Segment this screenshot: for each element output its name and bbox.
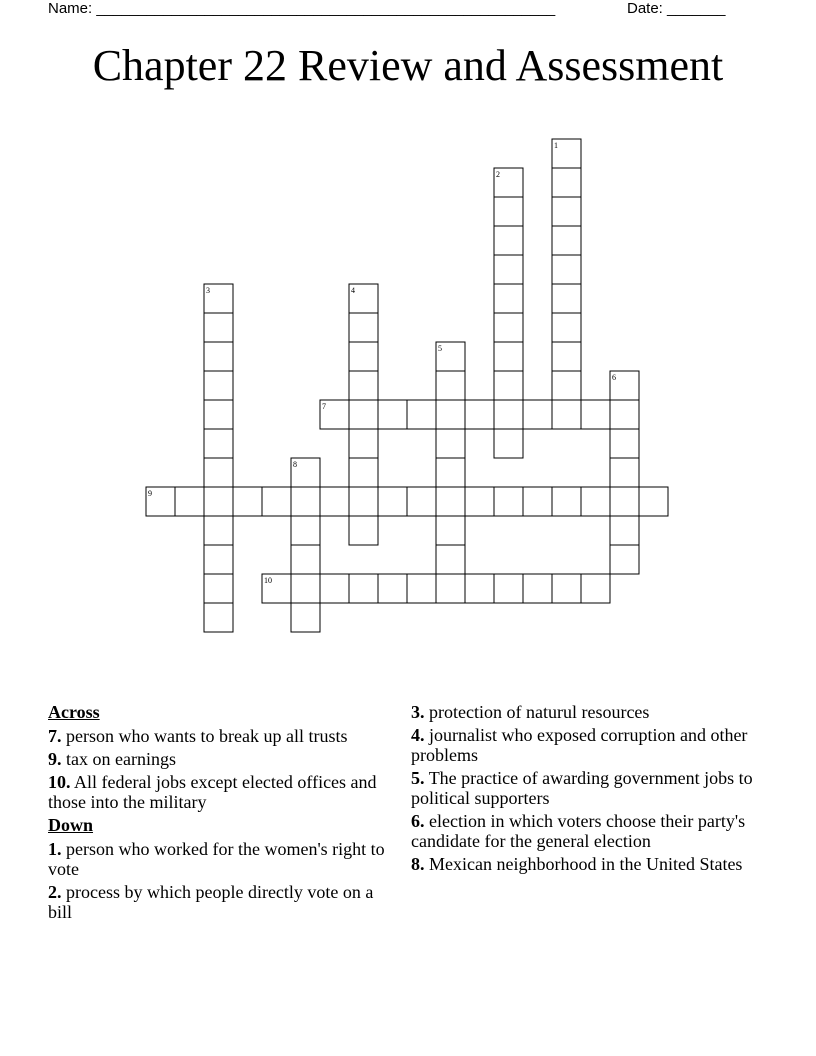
crossword-cell[interactable] xyxy=(494,574,523,603)
crossword-cell[interactable] xyxy=(523,400,552,429)
crossword-cell[interactable] xyxy=(204,516,233,545)
clue-number: 10. xyxy=(48,772,71,792)
crossword-cell[interactable] xyxy=(552,371,581,400)
crossword-cell[interactable] xyxy=(552,197,581,226)
name-field-label[interactable]: Name: _______________________________________________________ xyxy=(48,0,556,17)
crossword-cell[interactable] xyxy=(581,487,610,516)
crossword-cell[interactable] xyxy=(349,487,378,516)
clue-number: 5. xyxy=(411,768,425,788)
clue-number: 9. xyxy=(48,749,62,769)
clue-across-7 xyxy=(48,726,393,746)
clue-across-9 xyxy=(48,749,393,769)
clue-number: 2. xyxy=(48,882,62,902)
crossword-cell[interactable] xyxy=(494,284,523,313)
crossword-cell[interactable] xyxy=(465,574,494,603)
clue-number: 4. xyxy=(411,725,425,745)
crossword-cell[interactable] xyxy=(436,342,465,371)
crossword-cell[interactable] xyxy=(552,284,581,313)
header xyxy=(48,0,748,20)
crossword-cell[interactable] xyxy=(436,574,465,603)
crossword-cell[interactable] xyxy=(552,139,581,168)
clue-number: 8. xyxy=(411,854,425,874)
crossword-cell[interactable] xyxy=(436,458,465,487)
cell-number: 9 xyxy=(148,489,152,498)
clue-number: 7. xyxy=(48,726,62,746)
page-title: Chapter 22 Review and Assessment xyxy=(92,41,724,90)
crossword-cell[interactable] xyxy=(291,487,320,516)
crossword-cell[interactable] xyxy=(204,545,233,574)
down-heading: Down xyxy=(48,815,94,835)
cell-number: 5 xyxy=(438,344,442,353)
clue-text: person who wants to break up all trusts xyxy=(66,726,348,746)
clue-text: The practice of awarding government jobs to political supporters xyxy=(411,768,753,808)
crossword-cell[interactable] xyxy=(204,487,233,516)
crossword-cell[interactable] xyxy=(407,487,436,516)
clue-number: 6. xyxy=(411,811,425,831)
clue-text: process by which people directly vote on a bill xyxy=(48,882,374,922)
crossword-cell[interactable] xyxy=(204,342,233,371)
crossword-cell[interactable] xyxy=(349,574,378,603)
crossword-cell[interactable] xyxy=(262,487,291,516)
crossword-cell[interactable] xyxy=(349,429,378,458)
clue-down-1 xyxy=(48,839,393,879)
across-heading: Across xyxy=(48,702,100,722)
crossword-cell[interactable] xyxy=(552,574,581,603)
clue-text: journalist who exposed corruption and other problems xyxy=(411,725,748,765)
date-field-label[interactable]: Date: _______ xyxy=(627,0,726,17)
crossword-cell[interactable] xyxy=(552,342,581,371)
crossword-cell[interactable] xyxy=(291,603,320,632)
crossword-cell[interactable] xyxy=(552,168,581,197)
crossword-cell[interactable] xyxy=(378,574,407,603)
crossword-cell[interactable] xyxy=(639,487,668,516)
clue-text: tax on earnings xyxy=(66,749,176,769)
crossword-cell[interactable] xyxy=(552,487,581,516)
crossword-cell[interactable] xyxy=(436,487,465,516)
crossword-cell[interactable] xyxy=(320,487,349,516)
crossword-cell[interactable] xyxy=(349,516,378,545)
cell-number: 2 xyxy=(496,170,500,179)
clues-column-right xyxy=(411,702,756,877)
crossword-cell[interactable] xyxy=(494,168,523,197)
cell-number: 3 xyxy=(206,286,210,295)
crossword-cell[interactable] xyxy=(494,255,523,284)
clue-text: All federal jobs except elected offices and those into the military xyxy=(48,772,377,812)
crossword-cell[interactable] xyxy=(204,284,233,313)
crossword-cell[interactable] xyxy=(349,284,378,313)
crossword-cell[interactable] xyxy=(610,545,639,574)
clue-number: 3. xyxy=(411,702,425,722)
crossword-cell[interactable] xyxy=(494,226,523,255)
clue-down-2 xyxy=(48,882,393,922)
crossword-cell[interactable] xyxy=(204,429,233,458)
crossword-cell[interactable] xyxy=(494,487,523,516)
crossword-cell[interactable] xyxy=(610,400,639,429)
crossword-cell[interactable] xyxy=(581,574,610,603)
crossword-cell[interactable] xyxy=(378,487,407,516)
crossword-cell[interactable] xyxy=(552,255,581,284)
crossword-cell[interactable] xyxy=(494,342,523,371)
crossword-cell[interactable] xyxy=(204,313,233,342)
crossword-cell[interactable] xyxy=(378,400,407,429)
clue-text: protection of naturul resources xyxy=(429,702,650,722)
cell-number: 1 xyxy=(554,141,558,150)
crossword-cell[interactable] xyxy=(349,371,378,400)
crossword-cell[interactable] xyxy=(494,313,523,342)
crossword-cell[interactable] xyxy=(349,313,378,342)
cell-number: 6 xyxy=(612,373,616,382)
crossword-cell[interactable] xyxy=(233,487,262,516)
crossword-cell[interactable] xyxy=(436,545,465,574)
crossword-cell[interactable] xyxy=(146,487,175,516)
clue-across-10 xyxy=(48,772,393,812)
crossword-cell[interactable] xyxy=(204,371,233,400)
cell-number: 10 xyxy=(264,576,272,585)
crossword-cell[interactable] xyxy=(581,400,610,429)
crossword-cell[interactable] xyxy=(610,371,639,400)
clue-down-3 xyxy=(411,702,756,722)
clue-number: 1. xyxy=(48,839,62,859)
crossword-cell[interactable] xyxy=(610,458,639,487)
crossword-cell[interactable] xyxy=(610,516,639,545)
crossword-cell[interactable] xyxy=(204,400,233,429)
crossword-cell[interactable] xyxy=(204,603,233,632)
crossword-cell[interactable] xyxy=(465,400,494,429)
crossword-cell[interactable] xyxy=(436,516,465,545)
crossword-cell[interactable] xyxy=(523,487,552,516)
crossword-cell[interactable] xyxy=(349,458,378,487)
crossword-cell[interactable] xyxy=(494,197,523,226)
cell-number: 8 xyxy=(293,460,297,469)
clue-text: Mexican neighborhood in the United States xyxy=(429,854,743,874)
crossword-cell[interactable] xyxy=(552,400,581,429)
crossword-cell[interactable] xyxy=(494,371,523,400)
crossword-cell[interactable] xyxy=(262,574,291,603)
crossword-cell[interactable] xyxy=(349,400,378,429)
crossword-cell[interactable] xyxy=(465,487,494,516)
crossword-cell[interactable] xyxy=(320,400,349,429)
crossword-cell[interactable] xyxy=(291,516,320,545)
clue-down-6 xyxy=(411,811,756,851)
clue-text: person who worked for the women's right to vote xyxy=(48,839,385,879)
clue-down-5 xyxy=(411,768,756,808)
crossword-cell[interactable] xyxy=(407,574,436,603)
cell-number: 4 xyxy=(351,286,355,295)
crossword-cell[interactable] xyxy=(204,574,233,603)
crossword-cell[interactable] xyxy=(320,574,349,603)
crossword-cell[interactable] xyxy=(291,574,320,603)
crossword-cell[interactable] xyxy=(291,458,320,487)
cell-number: 7 xyxy=(322,402,326,411)
crossword-cell[interactable] xyxy=(610,487,639,516)
crossword-cell[interactable] xyxy=(407,400,436,429)
crossword-cell[interactable] xyxy=(552,226,581,255)
crossword-cell[interactable] xyxy=(494,429,523,458)
crossword-cell[interactable] xyxy=(291,545,320,574)
crossword-cell[interactable] xyxy=(436,371,465,400)
clue-text: election in which voters choose their party's candidate for the general election xyxy=(411,811,746,851)
crossword-cell[interactable] xyxy=(349,342,378,371)
crossword-cell[interactable] xyxy=(204,458,233,487)
clue-down-8 xyxy=(411,854,756,874)
crossword-cell[interactable] xyxy=(494,400,523,429)
crossword-cell[interactable] xyxy=(610,429,639,458)
crossword-cell[interactable] xyxy=(523,574,552,603)
crossword-cell[interactable] xyxy=(175,487,204,516)
clue-down-4 xyxy=(411,725,756,765)
crossword-cell[interactable] xyxy=(552,313,581,342)
crossword-cell[interactable] xyxy=(436,400,465,429)
clues-column-left xyxy=(48,702,393,925)
crossword-cell[interactable] xyxy=(436,429,465,458)
